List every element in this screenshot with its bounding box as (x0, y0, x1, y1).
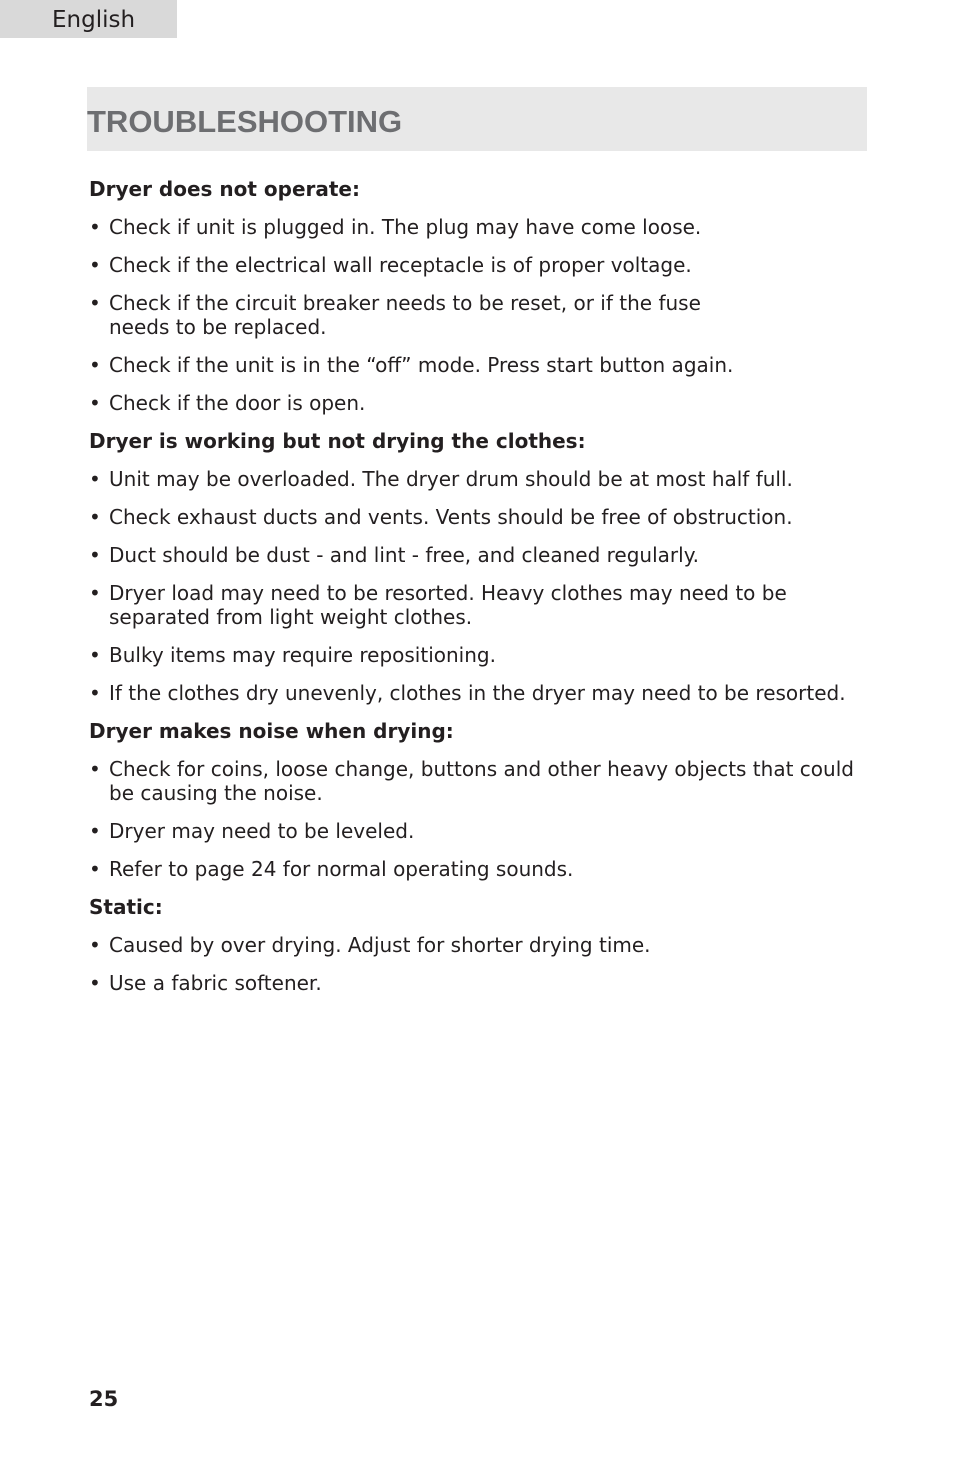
list-item-text: Unit may be overloaded. The dryer drum should be at most half full. (109, 467, 793, 491)
list-item (89, 291, 759, 339)
list-item-text: Check if the unit is in the “off” mode. Press start button again. (109, 353, 734, 377)
section-not-drying (89, 429, 864, 705)
language-tab: English (0, 0, 177, 38)
bullet-icon: • (89, 971, 101, 995)
list-item (89, 543, 884, 567)
section-noise (89, 719, 864, 881)
list-item (89, 353, 769, 377)
list-item-text: Check if the door is open. (109, 391, 366, 415)
bullet-icon: • (89, 643, 101, 667)
list-item-text: If the clothes dry unevenly, clothes in the dryer may need to be resorted. (109, 681, 846, 705)
list-item-text: Check for coins, loose change, buttons and other heavy objects that could be causing the noise. (109, 757, 854, 805)
list-item-text: Check if the electrical wall receptacle is of proper voltage. (109, 253, 692, 277)
title-bar (87, 87, 867, 151)
list-item-text: Use a fabric softener. (109, 971, 322, 995)
bullet-icon: • (89, 543, 101, 567)
bullet-icon: • (89, 467, 101, 491)
list-item-text: Caused by over drying. Adjust for shorter drying time. (109, 933, 651, 957)
list-item (89, 757, 869, 805)
section-does-not-operate (89, 177, 864, 415)
bullet-icon: • (89, 757, 101, 781)
page-number: 25 (89, 1387, 119, 1411)
list-item (89, 581, 884, 629)
bullet-icon: • (89, 819, 101, 843)
list-item (89, 681, 884, 705)
bullet-icon: • (89, 681, 101, 705)
list-item (89, 933, 869, 957)
list-item (89, 467, 884, 491)
bullet-icon: • (89, 933, 101, 957)
section-static (89, 895, 864, 995)
section-heading: Dryer does not operate: (89, 177, 360, 201)
bullet-icon: • (89, 353, 101, 377)
list-item-text: Dryer load may need to be resorted. Heavy clothes may need to be separated from light weight clothes. (109, 581, 787, 629)
list-item (89, 643, 884, 667)
list-item-text: Check if unit is plugged in. The plug may have come loose. (109, 215, 702, 239)
list-item (89, 253, 769, 277)
list-item-text: Duct should be dust - and lint - free, and cleaned regularly. (109, 543, 700, 567)
section-heading: Static: (89, 895, 163, 919)
list-item-text: Dryer may need to be leveled. (109, 819, 415, 843)
list-item (89, 215, 769, 239)
bullet-icon: • (89, 291, 101, 315)
section-heading: Dryer is working but not drying the clothes: (89, 429, 586, 453)
list-item-text: Check exhaust ducts and vents. Vents should be free of obstruction. (109, 505, 793, 529)
list-item (89, 505, 884, 529)
bullet-icon: • (89, 215, 101, 239)
bullet-icon: • (89, 857, 101, 881)
list-item-text: Refer to page 24 for normal operating sounds. (109, 857, 574, 881)
list-item (89, 971, 869, 995)
bullet-icon: • (89, 581, 101, 605)
section-heading: Dryer makes noise when drying: (89, 719, 454, 743)
bullet-icon: • (89, 391, 101, 415)
list-item (89, 391, 769, 415)
list-item-text: Check if the circuit breaker needs to be reset, or if the fuse needs to be replaced. (109, 291, 701, 339)
list-item (89, 857, 869, 881)
bullet-icon: • (89, 253, 101, 277)
bullet-icon: • (89, 505, 101, 529)
list-item-text: Bulky items may require repositioning. (109, 643, 496, 667)
troubleshooting-content (89, 177, 864, 1009)
list-item (89, 819, 869, 843)
page-title: TROUBLESHOOTING (87, 104, 403, 139)
